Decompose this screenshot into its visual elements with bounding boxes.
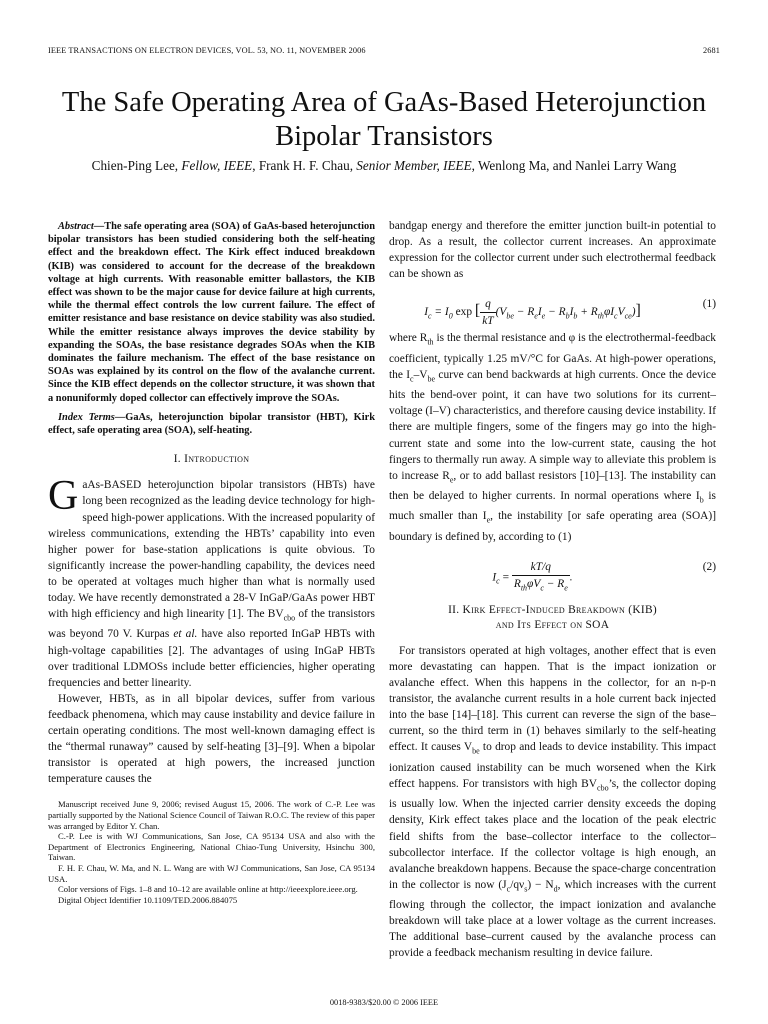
eq-symbol: − R — [513, 306, 535, 319]
eq-symbol: = I — [431, 306, 449, 319]
subscript: be — [472, 746, 480, 756]
text: to drop and leads to device instability. This impact ionization caused instability can be much worsened when the Kirk effect happens. For transistors with high BV — [389, 741, 716, 790]
subscript: c — [410, 374, 414, 384]
eq-symbol: (V — [495, 306, 507, 319]
author-others: , Wenlong Ma, and Nanlei Larry Wang — [471, 158, 677, 173]
footnote-affiliation-2: F. H. F. Chau, W. Ma, and N. L. Wang are with WJ Communications, San Jose, CA 95134 USA. — [48, 862, 375, 884]
eq-symbol: V — [617, 306, 625, 319]
intro-text-b: of the transistors was beyond 70 V. Kurpas — [48, 608, 375, 641]
right-paragraph-3 — [389, 643, 716, 962]
subscript: b — [699, 495, 704, 505]
text: ’s, the collector doping is usually low. When the injected carrier density exceeds the doping density, Kirk effect takes place and the location of the peak electric field shifts from the base–collector interface to the collector–subcollector interface. If the collector voltage is high enough, an avalanche breakdown happens. Because the space-charge concentration in the collector is now (J — [389, 777, 716, 891]
abstract-text: —The safe operating area (SOA) of GaAs-based heterojunction bipolar transistors has been studied considering both the self-heating effect and the breakdown effect. The Kirk effect induced breakdown (KIB) was considered to account for the decrease of the breakdown voltage at high currents. With reasonable emitter ballastors, the KIB effect was shown to be the major cause for device failure at high currents, while the thermal effect controls the low current failure. The effect of emitter resistance and base resistance on device stability was also studied. While the emitter resistance always improves the device stability by expanding the SOAs, the base resistance degrades SOAs when the KIB dominates the failure mechanism. The effect of the base resistance on SOAs was explained by its control on the flow of the avalanche current. Since the KIB effect depends on the collector structure, it was shown that a nonuniformly doped collector can effectively improve the SOAs. — [48, 221, 375, 404]
text: ) − N — [527, 878, 554, 891]
left-column — [48, 220, 375, 905]
subscript: e — [449, 474, 454, 484]
subscript: b — [565, 311, 570, 321]
text: , which increases with the current flowing through the collector, the impact ionization and avalanche breakdown will take place at a lower voltage as the current increases. The additional base–current caused by the avalanche process can provide a feedback mechanism resulting in device failure. — [389, 878, 716, 960]
footnote-affiliation-1: C.-P. Lee is with WJ Communications, San Jose, CA 95134 USA and also with the Department of Electronics Engineering, National Chiao-Tung University, Hsinchu 300, Taiwan. — [48, 831, 375, 863]
subscript: cbo — [283, 613, 296, 623]
footnote-color: Color versions of Figs. 1–8 and 10–12 are available online at http://ieeexplore.ieee.org. — [58, 884, 358, 895]
page-footer: 0018-9383/$20.00 © 2006 IEEE — [329, 998, 439, 1007]
drop-cap: G — [48, 473, 79, 520]
subscript: 0 — [448, 311, 453, 321]
equation-2-number: (2) — [702, 560, 716, 573]
eq-symbol: I — [424, 306, 428, 319]
eq-symbol: − R — [543, 578, 565, 590]
subscript: c — [496, 576, 500, 586]
subscript: c — [506, 884, 511, 894]
text: is the thermal resistance and φ is the electrothermal-feedback coefficient, typically 1.25 mV/°C for GaAs. At high-power operations, the I — [389, 332, 716, 381]
eq-symbol: = — [499, 571, 512, 584]
author-1: Chien-Ping Lee, — [91, 158, 182, 173]
text: , or to add ballast resistors [10]–[13]. The instability can then be delayed to higher currents. In normal operations where I — [389, 469, 716, 503]
eq-fraction — [512, 559, 570, 596]
subscript: cbo — [597, 783, 609, 793]
footnote-manuscript: Manuscript received June 9, 2006; revised August 15, 2006. The work of C.-P. Lee was partially supported by the National Science Council of Taiwan R.O.C. The review of this paper was arranged by Editor Y. Chan. — [48, 799, 375, 831]
intro-text-c: have also reported InGaP HBTs with high-voltage capabilities [2]. The advantages of using InGaP HBTs over traditional LDMOSs include better efficiencies, higher operating frequencies and better linearity. — [48, 628, 375, 689]
author-2-role: Senior Member, IEEE — [356, 158, 472, 173]
equation-2-body — [389, 559, 676, 596]
author-line — [30, 158, 738, 174]
index-terms-label: Index Terms — [58, 411, 115, 423]
subscript: ce — [624, 311, 632, 321]
subscript: th — [427, 337, 434, 347]
subscript: e — [486, 515, 491, 525]
subscript: d — [553, 884, 558, 894]
subscript: s — [524, 884, 528, 894]
page-number: 2681 — [703, 46, 720, 55]
eq-symbol: ) — [631, 306, 636, 319]
eq-exp: exp — [452, 306, 475, 319]
text: –V — [413, 368, 428, 381]
subscript: e — [564, 583, 568, 593]
abstract-label: Abstract — [58, 221, 94, 232]
subscript: th — [597, 311, 604, 321]
eq-symbol: φV — [527, 578, 541, 590]
abstract — [48, 220, 375, 405]
fraction-numerator: q — [480, 296, 495, 313]
eq-symbol: R — [513, 578, 521, 590]
index-terms — [48, 411, 375, 437]
subscript: th — [520, 583, 528, 593]
section-title: Introduction — [184, 453, 250, 466]
subscript: b — [573, 311, 578, 321]
subscript: c — [614, 311, 618, 321]
subscript: e — [541, 311, 546, 321]
section-title-line-2: and Its Effect on SOA — [495, 618, 610, 631]
text: where R — [389, 332, 428, 345]
eq-fraction — [480, 296, 495, 329]
text: /qν — [510, 878, 525, 891]
right-paragraph-1: bandgap energy and therefore the emitter junction built-in potential to drop. As a result, the collector current increases. An approximate expression for the collector current under such electrothermal feedback can be shown as — [389, 220, 716, 281]
running-header-left: IEEE TRANSACTIONS ON ELECTRON DEVICES, VOL. 53, NO. 11, NOVEMBER 2006 — [48, 46, 366, 55]
equation-1-number: (1) — [702, 298, 716, 311]
et-al: et al. — [173, 628, 198, 641]
eq-symbol: I — [492, 571, 497, 584]
equation-1-body: $I_c = I_0$ exp [ $\frac{q}{kT}$ $(V_{be} - R_eI_e - R_bI_b + R_{th}\varphi I_cV_{ce})$] — [389, 296, 676, 329]
subscript: be — [427, 374, 436, 384]
section-number: I. — [173, 453, 185, 466]
subscript: e — [534, 311, 538, 321]
eq-symbol: − R — [545, 306, 566, 319]
fraction-numerator: kT/q — [512, 559, 570, 576]
right-column — [389, 218, 716, 962]
section-title-line-1: II. Kirk Effect-Induced Breakdown (KIB) — [448, 603, 657, 616]
text: curve can bend backwards at high currents. Once the device hits the bend-over point, it can have two solutions for its current–voltage (I–V) characteristics, and therefore causing device instability. If there are multiple fingers, some of the fingers may go into the high-current state and some into the low-current state, causing the hot fingers to thermally run away. A simple way to alleviate this problem is to increase R — [389, 368, 716, 482]
intro-paragraph-1 — [48, 473, 375, 691]
subscript: c — [540, 583, 544, 593]
footnote-doi: Digital Object Identifier 10.1109/TED.2006.884075 — [58, 894, 238, 905]
eq-symbol: φI — [603, 306, 615, 319]
paper-title: The Safe Operating Area of GaAs-Based Heterojunction Bipolar Transistors — [61, 87, 707, 152]
eq-symbol: . — [569, 571, 573, 584]
eq-symbol: + R — [577, 306, 598, 319]
index-terms-text: —GaAs, heterojunction bipolar transistor (HBT), Kirk effect, safe operating area (SOA), self-heating. — [48, 411, 375, 437]
eq-symbol: I — [569, 306, 574, 319]
subscript: be — [506, 311, 514, 321]
author-1-role: Fellow, IEEE — [181, 158, 253, 173]
author-2: , Frank H. F. Chau, — [252, 158, 357, 173]
fraction-denominator — [512, 576, 570, 596]
footnotes — [48, 799, 375, 905]
fraction-denominator: kT — [482, 315, 494, 328]
equation-1 — [389, 286, 716, 326]
right-paragraph-2 — [389, 330, 716, 545]
intro-paragraph-2: However, HBTs, as in all bipolar devices, suffer from various feedback phenomena, which may cause instability and device failure in certain operating conditions. The most well-known damaging effect is the “thermal runaway” caused by self-heating [3]–[9]. When a bipolar transistor is operated at high powers, the increased junction temperature causes the — [48, 692, 375, 786]
text: is much smaller than I — [389, 490, 716, 523]
equation-2 — [389, 549, 716, 593]
section-heading-intro — [48, 451, 375, 467]
intro-text-a: aAs-BASED heterojunction bipolar transistors (HBTs) have long been recognized as the leading device technology for high-speed high-power applications. With the increased popularity of wireless communications, extending the HBTs’ capability into even higher power for base-station applications is quite obvious. To significantly increase the power-handling capability, the devices need to be operated at voltages much higher than what is normally used today. We have recently demonstrated a 28-V InGaP/GaAs power HBT with high efficiency and high linearity [1]. The BV — [48, 479, 375, 621]
text: For transistors operated at high voltages, another effect that is even more devastating can happen. That is the impact ionization or avalanche effect. When this happens in the collector, for an n-p-n transistor, the avalanche current results in a hole current back injected into the base [14]–[18]. This current can reverse the sign of the base–current, so the third term in (1) behaves similarly to the self-heating effect. It causes V — [389, 644, 716, 754]
section-heading-kib — [389, 603, 716, 633]
eq-symbol: I — [537, 306, 542, 319]
subscript: c — [427, 311, 432, 321]
text: , the instability [or safe operating area (SOA)] boundary is defined by, according to (1) — [389, 510, 716, 543]
